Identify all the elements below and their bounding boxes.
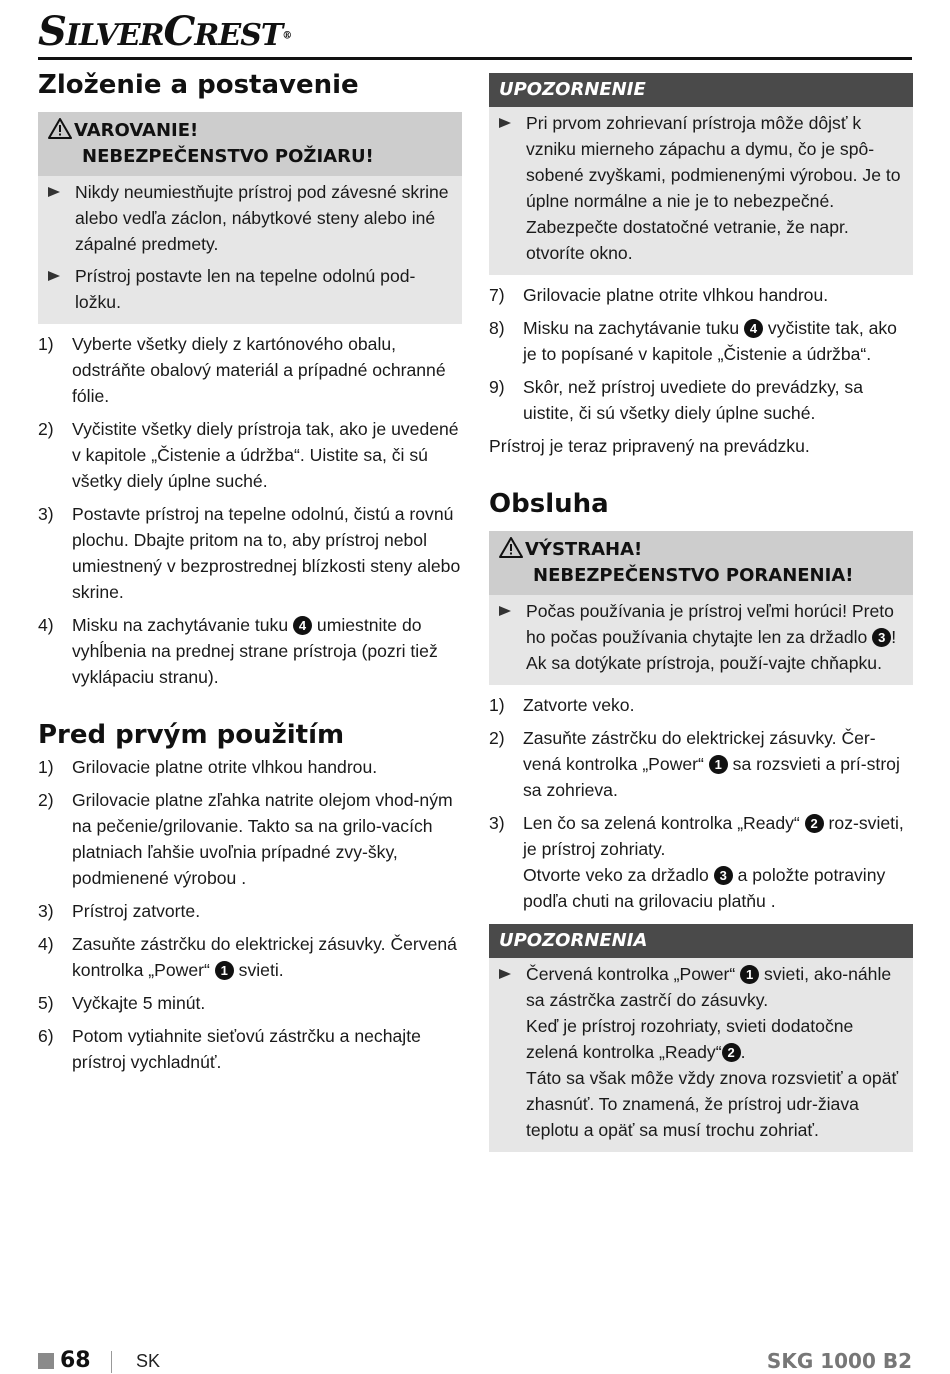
page-footer [38,1348,912,1374]
step-item: 5) Vyčkajte 5 minút. [38,993,206,1013]
warning-bullet: Nikdy neumiestňujte prístroj pod závesné skrine alebo vedľa záclon, nábytkové steny alebo iné zápalné predmety. [38,176,462,260]
warning-title: VAROVANIE! [74,120,199,141]
part-number-badge: 4 [744,319,763,338]
section-title-assembly: Zloženie a postavenie [38,70,359,100]
footer-divider [111,1351,112,1373]
bullet-arrow-icon [499,969,511,979]
notice-header: UPOZORNENIE [489,73,913,107]
part-number-badge: 1 [740,965,759,984]
language-code: SK [136,1351,161,1371]
warning-header [38,112,462,176]
section-title-operation: Obsluha [489,489,609,519]
warning-header [489,531,913,595]
ready-paragraph: Prístroj je teraz pripravený na prevádzku. [489,436,810,456]
warning-triangle-icon [499,537,523,558]
section-title-first-use: Pred prvým použitím [38,720,345,750]
notice-box [489,73,913,275]
header-rule [38,57,912,60]
step-item: 4) Misku na zachytávanie tuku 4 umiestnite do vyhĺbenia na prednej strane prístroja (pozri tiež vyklápaciu stranu). [38,615,438,687]
warning-triangle-icon [48,118,72,139]
bullet-arrow-icon [499,606,511,616]
bullet-arrow-icon [48,271,60,281]
right-column [489,73,913,1152]
step-item: 3) Postavte prístroj na tepelne odolnú, čistú a rovnú plochu. Dbajte pritom na to, aby prístroj nebol umiestnený v bezprostrednej blízkosti steny alebo skrine. [38,504,461,602]
warning-subtitle: NEBEZPEČENSTVO PORANENIA! [533,565,854,586]
bullet-arrow-icon [499,118,511,128]
step-item: 4) Zasuňte zástrčku do elektrickej zásuvky. Červená kontrolka „Power“ 1 svieti. [38,934,457,980]
step-item: 6) Potom vytiahnite sieťovú zástrčku a nechajte prístroj vychladnúť. [38,1026,421,1072]
page-number: 68 [60,1348,91,1373]
warning-title: VÝSTRAHA! [525,539,643,560]
step-item: 2) Zasuňte zástrčku do elektrickej zásuvky. Čer-vená kontrolka „Power“ 1 sa rozsvieti a prí-stroj sa zohrieva. [489,728,900,800]
notices-box [489,924,913,1152]
part-number-badge: 4 [293,616,312,635]
notice-bullet: Červená kontrolka „Power“ 1 svieti, ako-náhle sa zástrčka zastrčí do zásuvky. Keď je prístroj rozohriaty, svieti dodatočne zelená kontrolka „Ready“ 2 . Táto sa však môže vždy znova rozsvietiť a opäť zhasnúť. To znamená, že prístroj udr-žiava teplotu a opäť sa musí trochu zohriať. [489,958,913,1146]
footer-square-icon [38,1353,54,1369]
step-item: 1) Zatvorte veko. [489,695,635,715]
silvercrest-logo: SILVERCREST® [38,8,292,55]
step-item: 7) Grilovacie platne otrite vlhkou handrou. [489,285,829,305]
step-item: 3) Len čo sa zelená kontrolka „Ready“ 2 roz-svieti, je prístroj zohriaty. Otvorte veko za držadlo 3 a položte potraviny podľa chuti na grilovaciu platňu . [489,813,904,911]
notice-header: UPOZORNENIA [489,924,913,958]
step-item: 8) Misku na zachytávanie tuku 4 vyčistite tak, ako je to popísané v kapitole „Čistenie a údržba“. [489,318,897,364]
part-number-badge: 3 [714,866,733,885]
left-column [38,68,462,1075]
part-number-badge: 1 [709,755,728,774]
injury-warning-box [489,531,913,685]
step-item: 9) Skôr, než prístroj uvediete do prevádzky, sa uistite, či sú všetky diely úplne suché. [489,377,863,423]
step-item: 2) Grilovacie platne zľahka natrite olejom vhod-ným na pečenie/grilovanie. Takto sa na grilo-vacích platniach ľahšie uvoľnia prípadné zvy-šky, podmienené výrobou . [38,790,453,888]
warning-bullet: Prístroj postavte len na tepelne odolnú pod-ložku. [38,260,462,318]
step-item: 2) Vyčistite všetky diely prístroja tak, ako je uvedené v kapitole „Čistenie a údržba“. Uistite sa, či sú všetky diely úplne suché. [38,419,459,491]
bullet-arrow-icon [48,187,60,197]
step-item: 3) Prístroj zatvorte. [38,901,201,921]
model-number: SKG 1000 B2 [766,1349,912,1373]
step-item: 1) Grilovacie platne otrite vlhkou handrou. [38,757,378,777]
fire-warning-box [38,112,462,324]
part-number-badge: 3 [872,628,891,647]
part-number-badge: 2 [722,1043,741,1062]
notice-bullet: Pri prvom zohrievaní prístroja môže dôjsť k vzniku mierneho zápachu a dymu, čo je spô-sobené zvyškami, podmienenými výrobou. Je to úplne normálne a nie je to nebezpečné. Zabezpečte dostatočné vetranie, že napr. otvoríte okno. [489,107,913,269]
part-number-badge: 1 [215,961,234,980]
warning-bullet: Počas používania je prístroj veľmi horúci! Preto ho počas používania chytajte len za držadlo 3 ! Ak sa dotýkate prístroja, použí-vajte chňapku. [489,595,913,679]
warning-subtitle: NEBEZPEČENSTVO POŽIARU! [82,146,374,167]
part-number-badge: 2 [805,814,824,833]
step-item: 1) Vyberte všetky diely z kartónového obalu, odstráňte obalový materiál a prípadné ochranné fólie. [38,334,446,406]
